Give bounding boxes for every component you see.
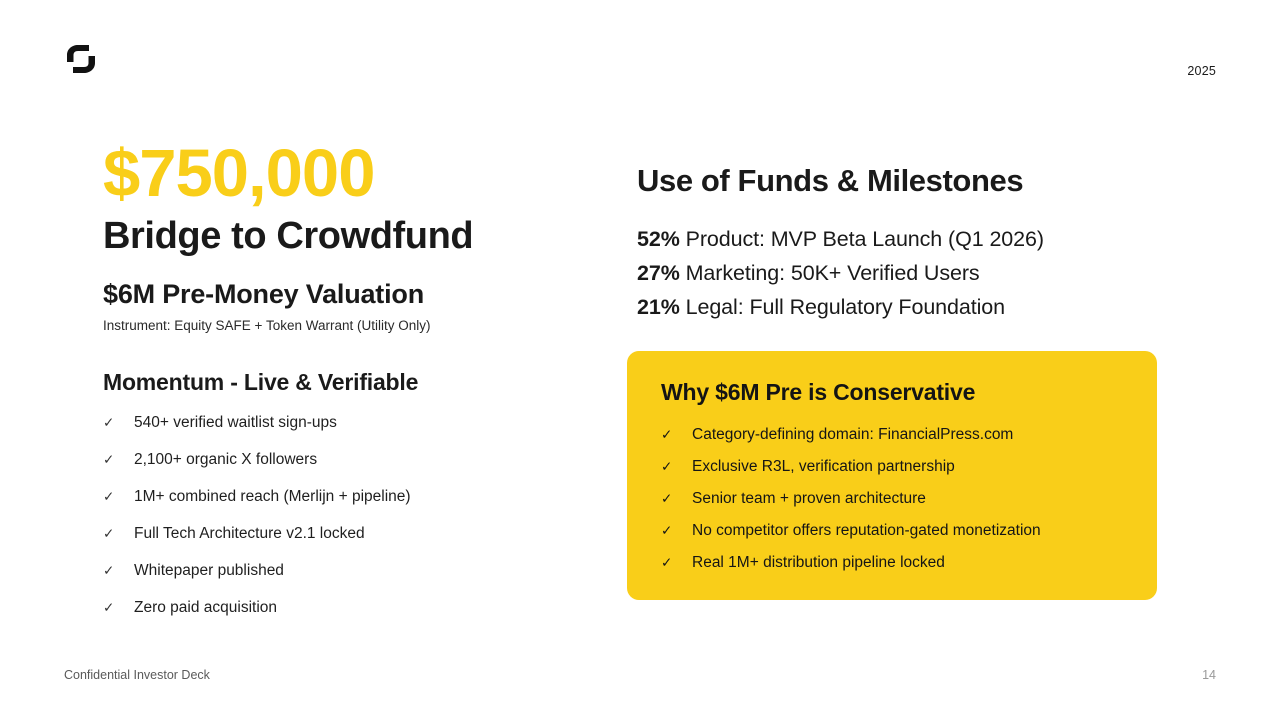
momentum-list [103, 414, 573, 617]
list-item-label: 540+ verified waitlist sign-ups [134, 413, 337, 431]
list-item [661, 554, 1123, 572]
check-icon: ✓ [661, 459, 673, 474]
list-item [661, 458, 1123, 476]
right-column [637, 163, 1167, 329]
list-item-label: No competitor offers reputation-gated monetization [692, 522, 1041, 539]
raise-subtitle: Bridge to Crowdfund [103, 215, 474, 257]
check-icon: ✓ [103, 599, 115, 615]
check-icon: ✓ [103, 488, 115, 504]
use-of-funds-list [637, 227, 1167, 320]
list-item-label: Zero paid acquisition [134, 598, 278, 616]
list-item [103, 562, 573, 580]
check-icon: ✓ [103, 451, 115, 467]
check-icon: ✓ [661, 427, 673, 442]
list-item [661, 522, 1123, 540]
list-item-label: Senior team + proven architecture [692, 490, 926, 507]
card-list [661, 426, 1123, 572]
list-item-label: Full Tech Architecture v2.1 locked [134, 524, 365, 542]
list-item-label: Category-defining domain: FinancialPress.com [692, 426, 1014, 443]
list-item-label: Whitepaper published [134, 561, 284, 579]
list-item [661, 426, 1123, 444]
footer-confidentiality-note: Confidential Investor Deck [64, 668, 210, 682]
slide-year: 2025 [1187, 64, 1216, 78]
list-item [103, 414, 573, 432]
raise-amount: $750,000 [103, 136, 375, 211]
list-item-label: Real 1M+ distribution pipeline locked [692, 554, 945, 571]
list-item [637, 227, 1167, 252]
use-of-funds-title: Use of Funds & Milestones [637, 163, 1024, 198]
brand-logo-icon [64, 42, 98, 76]
list-item [637, 261, 1167, 286]
check-icon: ✓ [103, 414, 115, 430]
list-item-label: Exclusive R3L, verification partnership [692, 458, 955, 475]
allocation-label: Marketing: 50K+ Verified Users [685, 261, 980, 285]
list-item [103, 599, 573, 617]
check-icon: ✓ [103, 562, 115, 578]
list-item [103, 525, 573, 543]
conservative-valuation-card [627, 351, 1157, 600]
list-item [637, 295, 1167, 320]
left-column [103, 136, 573, 636]
check-icon: ✓ [103, 525, 115, 541]
list-item [103, 488, 573, 506]
valuation-line: $6M Pre-Money Valuation [103, 278, 424, 309]
allocation-label: Legal: Full Regulatory Foundation [685, 295, 1006, 319]
list-item-label: 2,100+ organic X followers [134, 450, 318, 468]
momentum-title: Momentum - Live & Verifiable [103, 368, 419, 395]
allocation-label: Product: MVP Beta Launch (Q1 2026) [685, 227, 1044, 251]
list-item [103, 451, 573, 469]
instrument-line: Instrument: Equity SAFE + Token Warrant (Utility Only) [103, 317, 431, 333]
allocation-percent: 21% [637, 295, 686, 319]
check-icon: ✓ [661, 555, 673, 570]
card-title: Why $6M Pre is Conservative [661, 379, 976, 405]
list-item [661, 490, 1123, 508]
slide-page-number: 14 [1202, 668, 1216, 682]
check-icon: ✓ [661, 491, 673, 506]
list-item-label: 1M+ combined reach (Merlijn + pipeline) [134, 487, 411, 505]
check-icon: ✓ [661, 523, 673, 538]
allocation-percent: 52% [637, 227, 686, 251]
allocation-percent: 27% [637, 261, 686, 285]
